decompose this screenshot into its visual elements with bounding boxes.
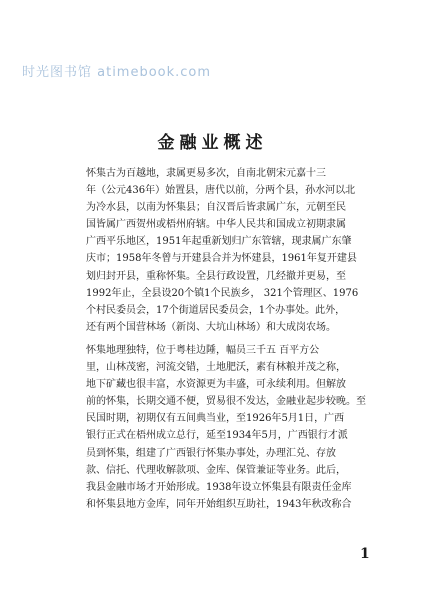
text-line: 款、信托、代理收解款项、金库、保管兼证等业务。此后，: [86, 464, 346, 476]
text-line: 广西平乐地区，1951年起重新划归广东管辖，现隶属广东肇: [86, 236, 352, 248]
text-line: 员到怀集，组建了广西银行怀集办事处，办理汇兑、存放: [86, 447, 336, 459]
text-line: 为冷水县，以南为怀集县；自汉晋后皆隶属广东，元朝至民: [86, 202, 346, 214]
text-line: 地下矿藏也很丰富，水资源更为丰盛，可永续利用。但解放: [86, 379, 346, 391]
text-line: 里，山林茂密，河流交错，土地肥沃，素有林粮并茂之称，: [86, 362, 346, 374]
text-line: 和怀集县地方金库，同年开始组织互助社，1943年秋改称合: [86, 498, 352, 510]
text-line: 怀集地理独特，位于粤桂边陲，幅员三千五 百平方公: [86, 344, 320, 356]
paragraph-1: [86, 165, 382, 336]
page-title: 金融业概述: [157, 133, 268, 153]
text-line: 个村民委员会，17个街道居民委员会，1个办事处。此外，: [86, 304, 346, 316]
text-line: 民国时期，初期仅有五间典当业，至1926年5月1日，广西: [86, 413, 345, 425]
text-line: 1992年止，全县设20个镇1个民族乡， 321个管理区、1976: [86, 287, 359, 299]
document-body: [86, 165, 382, 519]
text-line: 年（公元436年）始置县，唐代以前，分两个县，孙水河以北: [86, 185, 356, 197]
text-line: 庆市；1958年冬曾与开建县合并为怀建县，1961年复开建县: [86, 253, 357, 265]
text-line: 国皆属广西贺州或梧州府辖。中华人民共和国成立初期隶属: [86, 219, 346, 231]
text-line: 银行正式在梧州成立总行，延至1934年5月，广西银行才派: [86, 430, 348, 442]
text-line: 前的怀集，长期交通不便，贸易很不发达，金融业起步较晚。至: [86, 396, 366, 408]
text-line: 我县金融市场才开始形成。1938年设立怀集县有限责任金库: [86, 481, 352, 493]
text-line: 怀集古为百越地，隶属更易多次，自南北朝宋元嘉十三: [86, 168, 326, 179]
watermark: 时光图书馆 atimebook.com: [22, 65, 212, 80]
paragraph-2: [86, 342, 382, 513]
page-number: 1: [360, 546, 370, 562]
text-line: 划归封开县，重称怀集。全县行政设置，几经撤并更易，至: [86, 270, 346, 282]
text-line: 还有两个国营林场（新岗、大坑山林场）和大成岗农场。: [86, 321, 336, 333]
